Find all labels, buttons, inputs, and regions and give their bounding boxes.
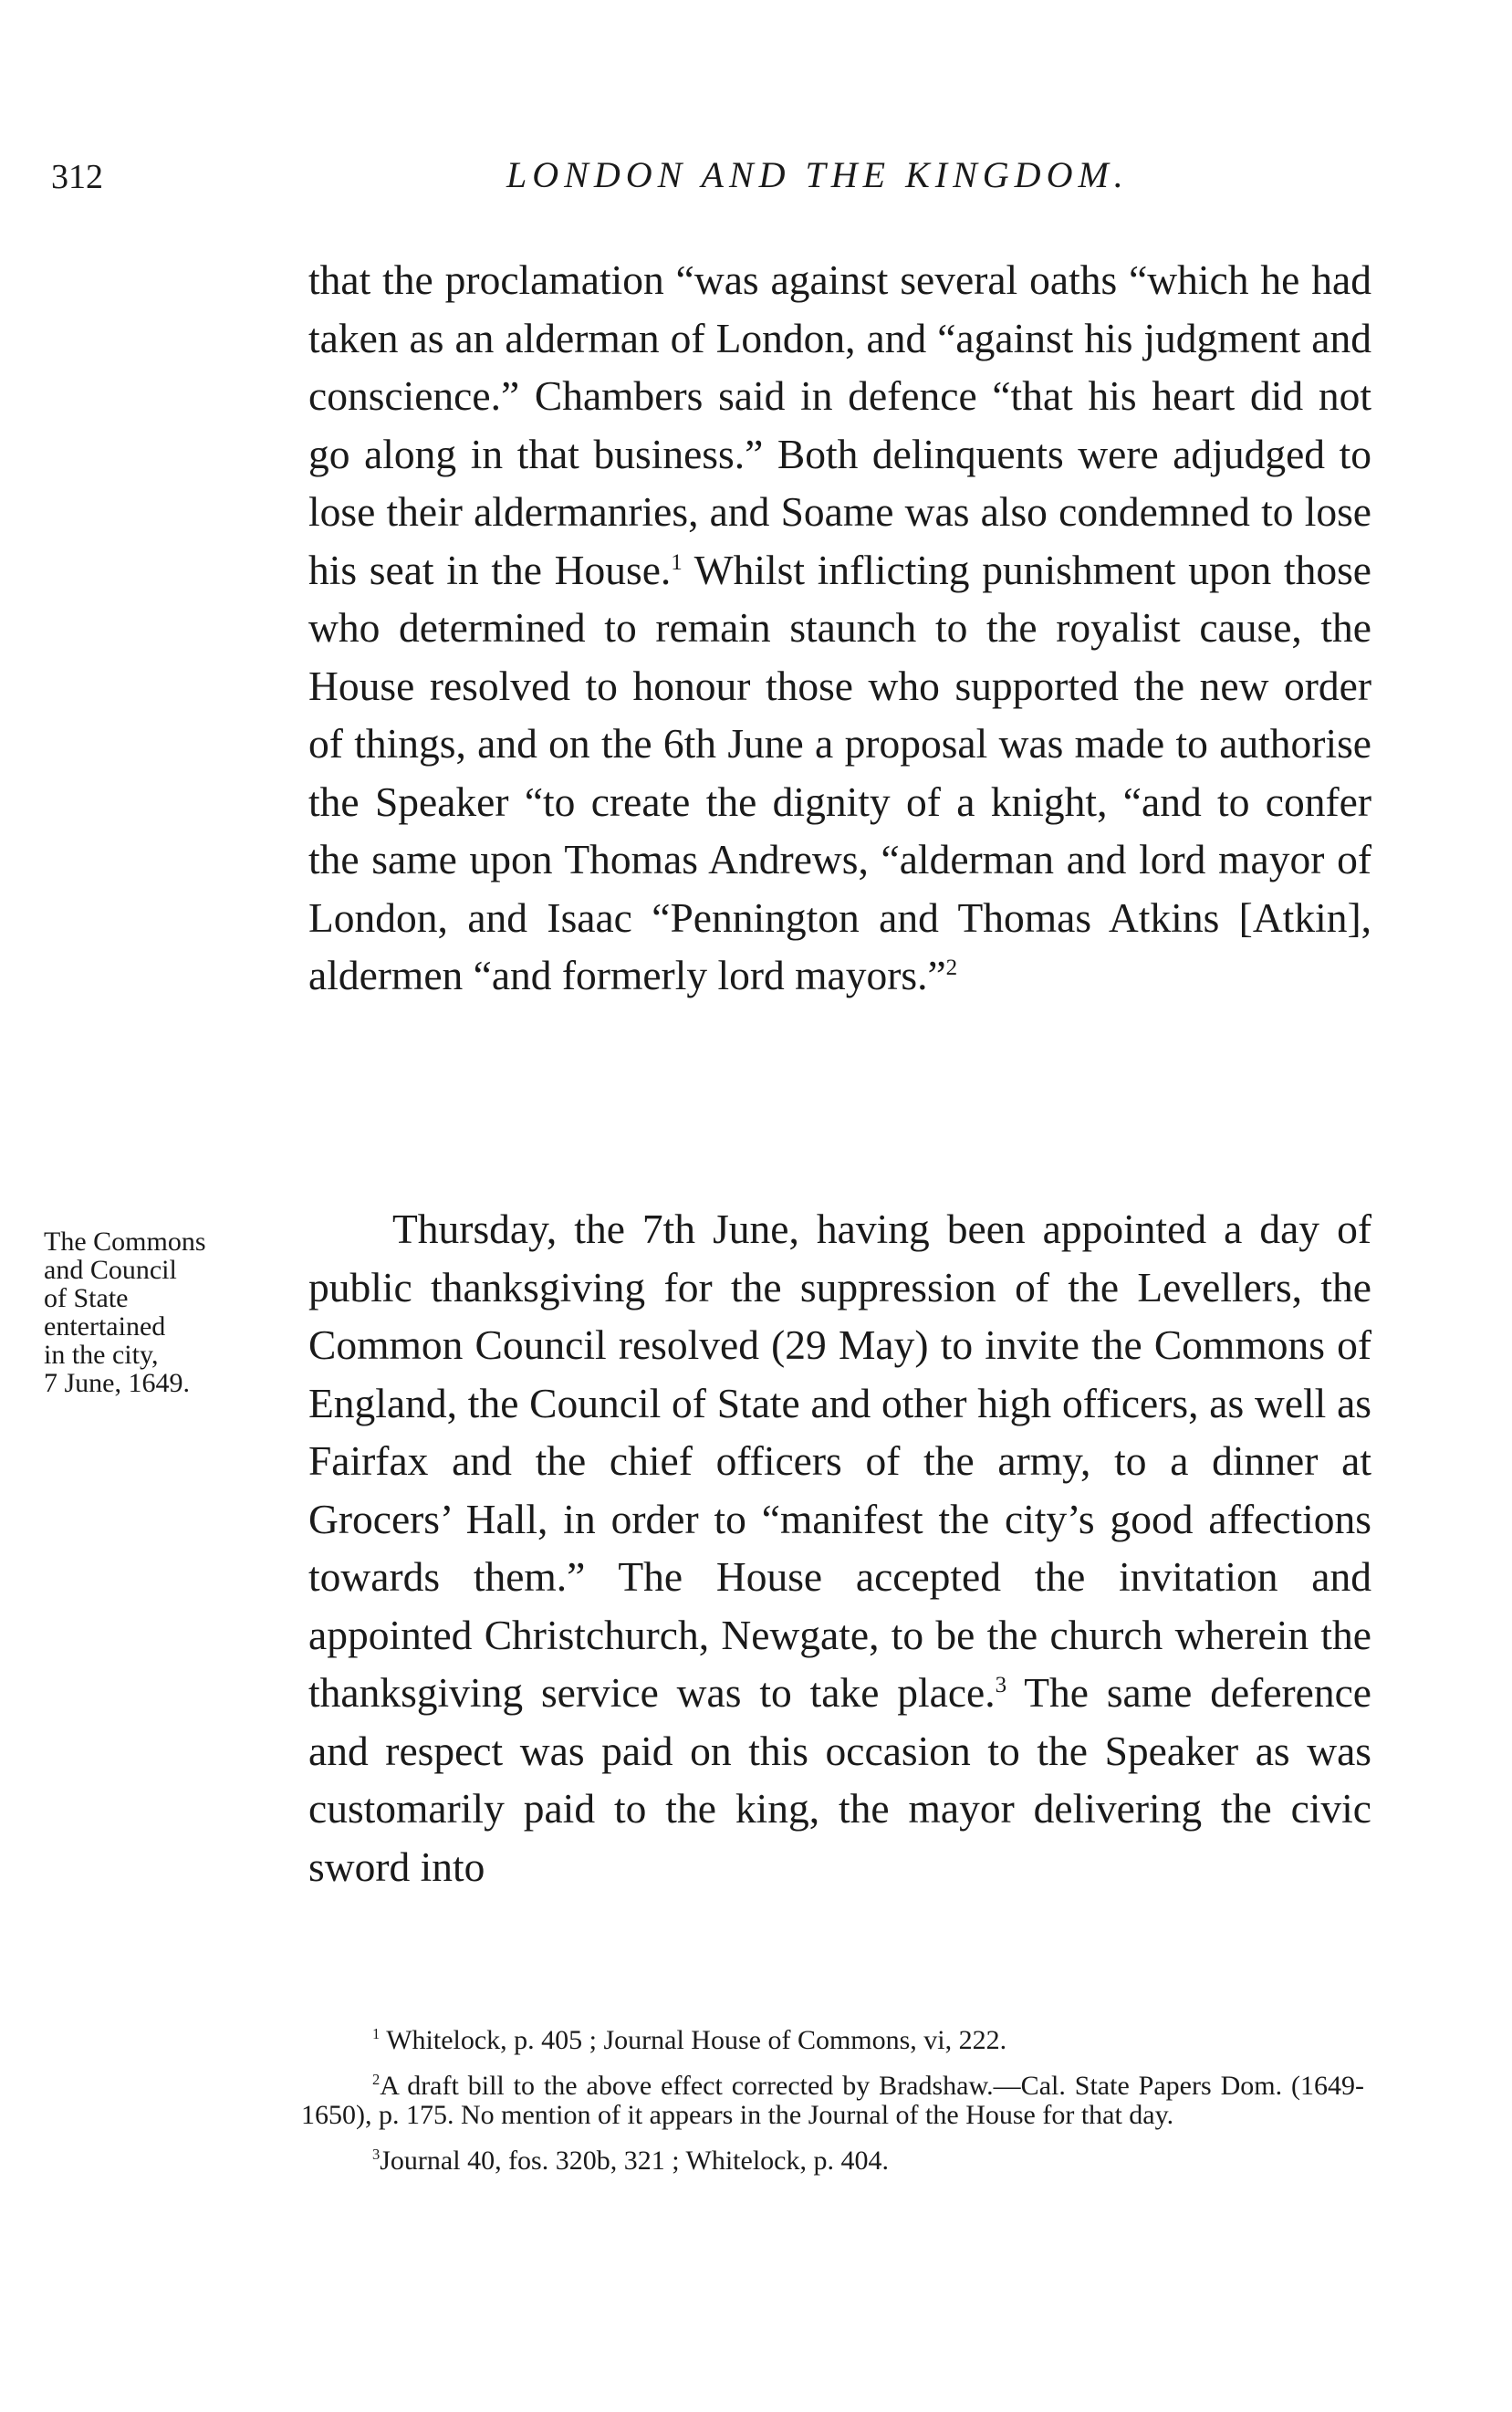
footnote-mark: 3	[372, 2146, 381, 2163]
paragraph-text: that the proclamation “was against several oaths “which he had taken as an alderman of London, and “against his judgment and conscience.” Chambers said in defence “that his heart did not go along in that business.” Both delinquents were adjudged to lose their aldermanries, and Soame was also condemned to lose his seat in the House.	[308, 256, 1371, 593]
footnote	[301, 2146, 1364, 2176]
footnote-reference: 1	[671, 549, 683, 575]
paragraph-text: Thursday, the 7th June, having been appointed a day of public thanksgiving for the suppression of the Levellers, the Common Council resolved (29 May) to invite the Commons of England, the Council of State and other high officers, as well as Fairfax and the chief officers of the army, to a dinner at Grocers’ Hall, in order to “manifest the city’s good affections towards them.” The House accepted the invitation and appointed Christchurch, Newgate, to be the church wherein the thanksgiving service was to take place.	[308, 1206, 1371, 1716]
sidenote-line: of State	[44, 1283, 129, 1313]
sidenote-line: The Commons	[44, 1227, 206, 1257]
footnote-text: Journal 40, fos. 320b, 321 ; Whitelock, p. 404.	[380, 2146, 889, 2176]
footnote-text: Whitelock, p. 405 ; Journal House of Commons, vi, 222.	[380, 2025, 1007, 2055]
footnote-mark: 2	[372, 2071, 381, 2088]
body-paragraph-1	[308, 251, 1371, 1005]
sidenote-line: in the city,	[44, 1340, 159, 1370]
margin-sidenote	[44, 1227, 281, 1397]
paragraph-text: Whilst inflicting punishment upon those who determined to remain staunch to the royalist cause, the House resolved to honour those who supported the new order of things, and on the 6th June a proposal was made to authorise the Speaker “to create the dignity of a knight, “and to confer the same upon Thomas Andrews, “alderman and lord mayor of London, and Isaac “Pennington and Thomas Atkins [Atkin], aldermen “and formerly lord mayors.”	[308, 546, 1371, 998]
footnote	[301, 2072, 1364, 2130]
paragraph-text: The same deference and respect was paid on this occasion to the Speaker as was customarily paid to the king, the mayor delivering the civic sword into	[308, 1669, 1371, 1890]
footnote-reference: 3	[995, 1672, 1007, 1697]
footnote-reference: 2	[945, 955, 958, 980]
page-number: 312	[51, 158, 103, 196]
footnote	[301, 2026, 1364, 2055]
sidenote-line: 7 June, 1649.	[44, 1368, 190, 1398]
sidenote-line: and Council	[44, 1255, 177, 1285]
footnote-mark: 1	[372, 2025, 381, 2042]
footnotes	[301, 2026, 1364, 2192]
body-paragraph-2	[308, 1200, 1371, 1895]
footnote-text: A draft bill to the above effect corrected by Bradshaw.—Cal. State Papers Dom. (1649-1650), p. 175. No mention of it appears in the Journal of the House for that day.	[301, 2071, 1364, 2130]
running-head: LONDON AND THE KINGDOM.	[506, 154, 1129, 195]
sidenote-line: entertained	[44, 1311, 166, 1342]
